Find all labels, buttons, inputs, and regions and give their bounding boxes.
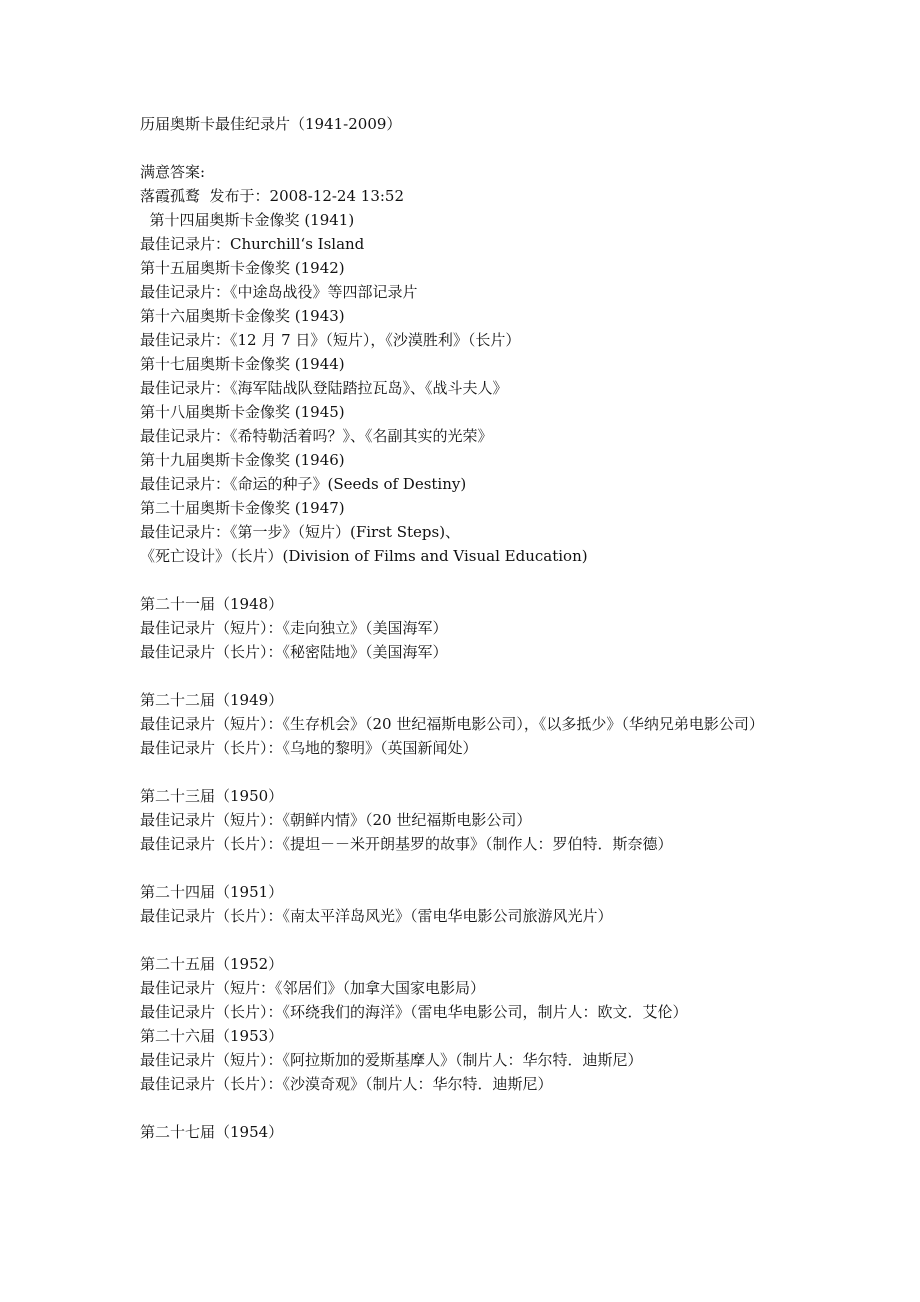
blank-line bbox=[140, 928, 800, 952]
text-line: 最佳记录片（短片）：《朝鲜内情》（20 世纪福斯电影公司） bbox=[140, 811, 532, 829]
text-line: 第二十一届（1948） bbox=[140, 595, 284, 613]
text-line: 最佳记录片（长片）：《南太平洋岛风光》（雷电华电影公司旅游风光片） bbox=[140, 907, 613, 925]
document-title: 历届奥斯卡最佳纪录片（1941-2009） bbox=[140, 115, 402, 133]
blank-line bbox=[140, 568, 800, 592]
text-line: 最佳记录片：Churchill‘s Island bbox=[140, 235, 365, 253]
text-line: 第二十二届（1949） bbox=[140, 691, 284, 709]
text-line: 最佳记录片（长片）：《秘密陆地》（美国海军） bbox=[140, 643, 448, 661]
text-line: 最佳记录片（短片：《邻居们》（加拿大国家电影局） bbox=[140, 979, 486, 997]
blank-line bbox=[140, 136, 800, 160]
text-line: 第十八届奥斯卡金像奖 (1945) bbox=[140, 403, 345, 421]
blank-line bbox=[140, 760, 800, 784]
text-line: 最佳记录片（长片）：《环绕我们的海洋》（雷电华电影公司，制片人：欧文．艾伦） bbox=[140, 1003, 688, 1021]
text-line: 第十四届奥斯卡金像奖 (1941) bbox=[140, 211, 355, 229]
text-line: 最佳记录片（短片）：《阿拉斯加的爱斯基摩人》（制片人：华尔特．迪斯尼） bbox=[140, 1051, 643, 1069]
text-line: 第二十七届（1954） bbox=[140, 1123, 284, 1141]
text-line: 最佳记录片（长片）：《沙漠奇观》（制片人：华尔特．迪斯尼） bbox=[140, 1075, 553, 1093]
text-line: 最佳记录片：《中途岛战役》等四部记录片 bbox=[140, 283, 418, 301]
text-line: 最佳记录片：《海军陆战队登陆踏拉瓦岛》、《战斗夫人》 bbox=[140, 379, 508, 397]
author-line: 落霞孤鹜 发布于：2008-12-24 13:52 bbox=[140, 187, 405, 205]
answer-label: 满意答案: bbox=[140, 163, 206, 181]
text-line: 第十九届奥斯卡金像奖 (1946) bbox=[140, 451, 345, 469]
text-line: 最佳记录片（短片）：《生存机会》（20 世纪福斯电影公司），《以多抵少》（华纳兄弟电影公司） bbox=[140, 715, 764, 733]
text-line: 第十五届奥斯卡金像奖 (1942) bbox=[140, 259, 345, 277]
text-line: 最佳记录片：《命运的种子》(Seeds of Destiny) bbox=[140, 475, 467, 493]
text-line: 第二十届奥斯卡金像奖 (1947) bbox=[140, 499, 345, 517]
text-line: 最佳记录片（短片）：《走向独立》（美国海军） bbox=[140, 619, 448, 637]
text-line: 最佳记录片：《12 月 7 日》（短片），《沙漠胜利》（长片） bbox=[140, 331, 521, 349]
award-list bbox=[140, 208, 800, 1144]
text-line: 最佳记录片（长片）：《乌地的黎明》（英国新闻处） bbox=[140, 739, 478, 757]
text-line: 第二十三届（1950） bbox=[140, 787, 284, 805]
blank-line bbox=[140, 664, 800, 688]
text-line: 最佳记录片（长片）：《提坦－－米开朗基罗的故事》（制作人：罗伯特．斯奈德） bbox=[140, 835, 673, 853]
text-line: 最佳记录片：《第一步》（短片）(First Steps)、 bbox=[140, 523, 461, 541]
text-line: 第二十五届（1952） bbox=[140, 955, 284, 973]
text-line: 第十七届奥斯卡金像奖 (1944) bbox=[140, 355, 345, 373]
text-line: 第二十四届（1951） bbox=[140, 883, 284, 901]
text-line: 第十六届奥斯卡金像奖 (1943) bbox=[140, 307, 345, 325]
text-line: 《死亡设计》（长片）(Division of Films and Visual Education) bbox=[140, 547, 588, 565]
text-line: 最佳记录片：《希特勒活着吗？》、《名副其实的光荣》 bbox=[140, 427, 493, 445]
blank-line bbox=[140, 856, 800, 880]
blank-line bbox=[140, 1096, 800, 1120]
text-line: 第二十六届（1953） bbox=[140, 1027, 284, 1045]
document-page bbox=[140, 112, 800, 1144]
